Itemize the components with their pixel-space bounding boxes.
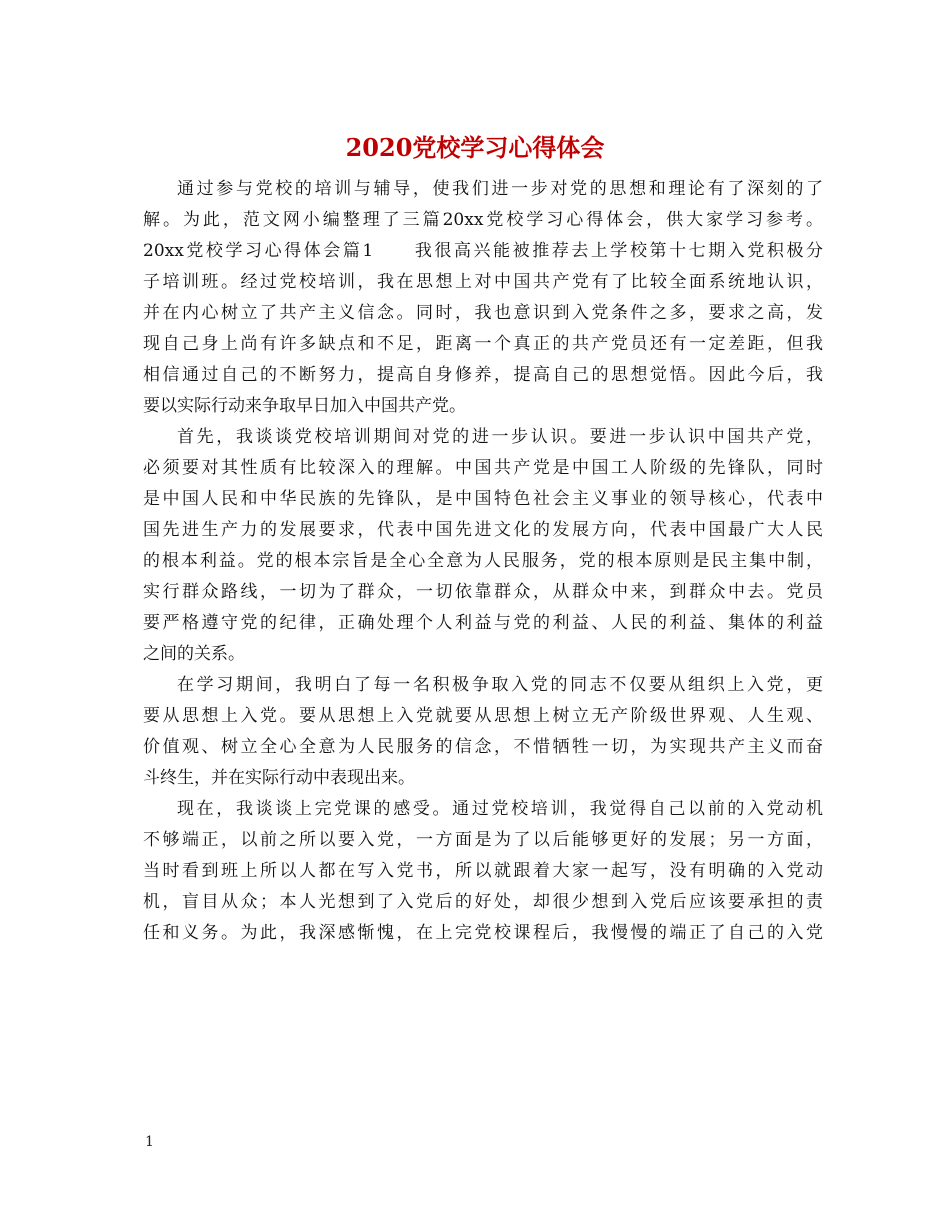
text-line: 机，盲目从众；本人光想到了入党后的好处，却很少想到入党后应该要承担的责 <box>143 892 823 912</box>
text-line: 相信通过自己的不断努力，提高自身修养，提高自己的思想觉悟。因此今后，我 <box>143 365 823 385</box>
text-line: 斗终生，并在实际行动中表现出来。 <box>143 768 415 788</box>
text-line: 要从思想上入党。要从思想上入党就要从思想上树立无产阶级世界观、人生观、 <box>143 706 823 726</box>
text-line: 首先，我谈谈党校培训期间对党的进一步认识。要进一步认识中国共产党， <box>177 427 823 447</box>
text-line: 国先进生产力的发展要求，代表中国先进文化的发展方向，代表中国最广大人民 <box>143 520 823 540</box>
text-line: 要严格遵守党的纪律，正确处理个人利益与党的利益、人民的利益、集体的利益 <box>143 613 823 633</box>
page-number: 1 <box>145 1134 154 1150</box>
text-line: 价值观、树立全心全意为人民服务的信念，不惜牺牲一切，为实现共产主义而奋 <box>143 737 823 757</box>
text-line: 现自己身上尚有许多缺点和不足，距离一个真正的共产党员还有一定差距，但我 <box>143 334 823 354</box>
text-line: 的根本利益。党的根本宗旨是全心全意为人民服务，党的根本原则是民主集中制， <box>143 551 823 571</box>
text-line: 在学习期间，我明白了每一名积极争取入党的同志不仅要从组织上入党，更 <box>177 675 823 695</box>
text-line: 不够端正，以前之所以要入党，一方面是为了以后能够更好的发展；另一方面， <box>143 830 823 850</box>
document-body <box>143 174 823 949</box>
text-line: 要以实际行动来争取早日加入中国共产党。 <box>143 396 466 416</box>
text-line: 现在，我谈谈上完党课的感受。通过党校培训，我觉得自己以前的入党动机 <box>177 799 823 819</box>
text-line: 解。为此，范文网小编整理了三篇20xx党校学习心得体会，供大家学习参考。 <box>143 210 823 230</box>
text-line: 实行群众路线，一切为了群众，一切依靠群众，从群众中来，到群众中去。党员 <box>143 582 823 602</box>
text-line: 当时看到班上所以人都在写入党书，所以就跟着大家一起写，没有明确的入党动 <box>143 861 823 881</box>
document-title: 2020党校学习心得体会 <box>345 133 605 162</box>
text-line: 并在内心树立了共产主义信念。同时，我也意识到入党条件之多，要求之高，发 <box>143 303 823 323</box>
text-line: 任和义务。为此，我深感惭愧，在上完党校课程后，我慢慢的端正了自己的入党 <box>143 923 823 943</box>
text-line: 之间的关系。 <box>143 644 245 664</box>
text-line: 子培训班。经过党校培训，我在思想上对中国共产党有了比较全面系统地认识， <box>143 272 823 292</box>
text-line: 20xx党校学习心得体会篇1 我很高兴能被推荐去上学校第十七期入党积极分 <box>143 241 823 261</box>
text-line: 通过参与党校的培训与辅导，使我们进一步对党的思想和理论有了深刻的了 <box>177 179 823 199</box>
text-line: 必须要对其性质有比较深入的理解。中国共产党是中国工人阶级的先锋队，同时 <box>143 458 823 478</box>
text-line: 是中国人民和中华民族的先锋队，是中国特色社会主义事业的领导核心，代表中 <box>143 489 823 509</box>
